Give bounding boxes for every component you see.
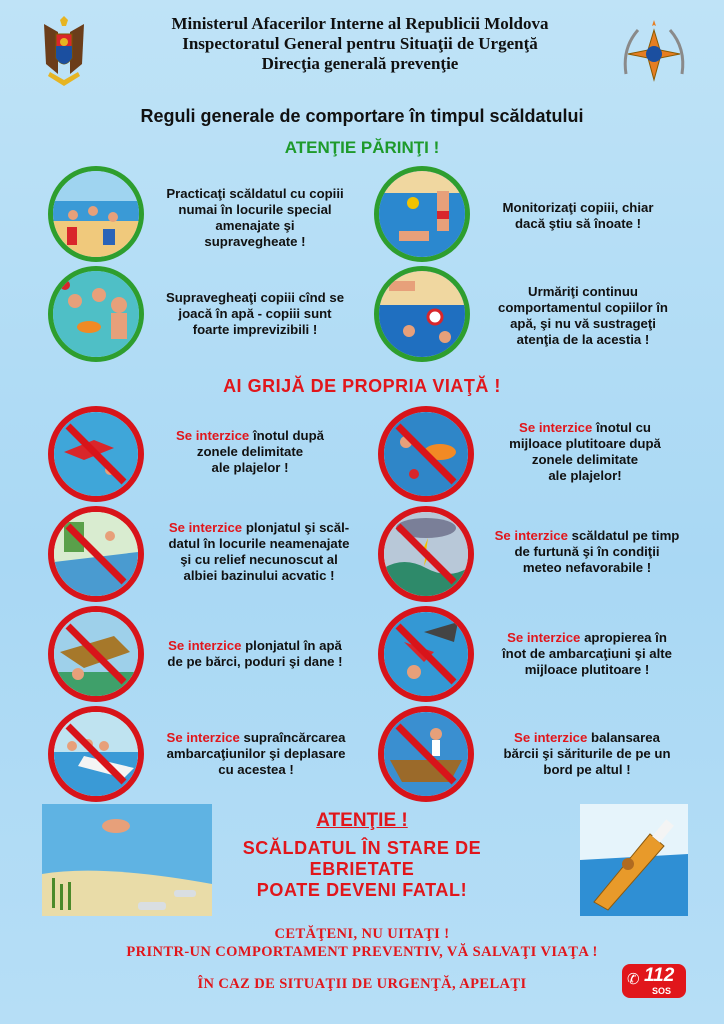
beach-supervision-illustration [374, 166, 470, 262]
emergency-service-emblem-logo [618, 18, 690, 90]
no-overloading-boats-icon [48, 706, 144, 802]
parent-rule-1-text: Practicaţi scăldatul cu copiii numai în locurile special amenajate şi supravegheate ! [166, 186, 344, 249]
prohibition-4-text: Se interzice scăldatul pe timp de furtună şi în condiţii meteo nefavorabile ! [494, 528, 680, 575]
drowning-person-illustration [42, 804, 212, 916]
no-float-beyond-zone-icon [378, 406, 474, 502]
ministry-name: Ministerul Afacerilor Interne al Republicii Moldova [171, 14, 549, 33]
footer-prevention: PRINTR-UN COMPORTAMENT PREVENTIV, VĂ SALVAŢI VIAŢA ! [126, 944, 598, 960]
parents-heading: ATENŢIE PĂRINŢI ! [284, 138, 440, 157]
footer-emergency-call: ÎN CAZ DE SITUAŢII DE URGENŢĂ, APELAŢI [197, 976, 527, 992]
warning-line-1: SCĂLDATUL ÎN STARE DE [242, 838, 482, 858]
page-title: Reguli generale de comportare în timpul scăldatului [140, 106, 584, 126]
prohibition-7-text: Se interzice supraîncărcarea ambarcaţiunilor şi deplasare cu acestea ! [166, 730, 346, 777]
directorate-name: Direcţia generală prevenţie [261, 54, 459, 73]
kids-playing-water-illustration [48, 266, 144, 362]
no-swimming-beyond-zone-icon [48, 406, 144, 502]
warning-heading: ATENŢIE ! [316, 810, 408, 831]
footer-reminder: CETĂŢENI, NU UITAŢI ! [274, 926, 450, 942]
parent-rule-3-text: Supravegheaţi copiii cînd se joacă în apă - copiii sunt foarte imprevizibili ! [165, 290, 345, 337]
prohibition-1-text: Se interzice înotul după zonele delimitate ale plajelor ! [175, 428, 325, 475]
parent-rule-2-text: Monitorizaţi copiii, chiar dacă ştiu să înoate ! [502, 200, 654, 231]
no-approaching-boats-icon [378, 606, 474, 702]
drunk-swimming-warning [230, 810, 494, 901]
no-swimming-storm-icon [378, 506, 474, 602]
prohibition-2-text: Se interzice înotul cu mijloace plutitoare după zonele delimitate ale plajelor! [509, 420, 661, 483]
children-behaviour-illustration [374, 266, 470, 362]
phone-icon: ✆ [627, 971, 640, 988]
self-care-heading: AI GRIJĂ DE PROPRIA VIAŢĂ ! [223, 376, 501, 396]
parent-rule-4-text: Urmăriţi continuu comportamentul copiilor în apă, şi nu vă sustrageţi atenţia de la acestia ! [498, 284, 668, 347]
inspectorate-name: Inspectoratul General pentru Situaţii de Urgenţă [182, 34, 538, 53]
warning-line-2: EBRIETATE [309, 859, 415, 879]
emergency-number: 112 [644, 965, 675, 986]
ministry-header [110, 14, 610, 74]
no-diving-from-boats-icon [48, 606, 144, 702]
emergency-112-badge [622, 964, 686, 998]
no-diving-unknown-place-icon [48, 506, 144, 602]
prohibition-3-text: Se interzice plonjatul şi scăl- datul în locurile neamenajate şi cu relief necunoscut al albiei bazinului acvatic ! [168, 520, 350, 583]
emergency-sos: SOS [652, 986, 672, 996]
prohibition-8-text: Se interzice balansarea bărcii şi săriturile de pe un bord pe altul ! [503, 730, 671, 777]
moldova-coat-of-arms-logo [38, 14, 90, 90]
warning-line-3: POATE DEVENI FATAL! [256, 880, 468, 900]
no-rocking-boat-icon [378, 706, 474, 802]
prohibition-6-text: Se interzice apropierea în înot de ambarcaţiuni şi alte mijloace plutitoare ! [501, 630, 672, 677]
bottle-swimmer-illustration [580, 804, 688, 916]
beach-crowd-illustration [48, 166, 144, 262]
prohibition-5-text: Se interzice plonjatul în apă de pe bărci, poduri şi dane ! [167, 638, 343, 669]
